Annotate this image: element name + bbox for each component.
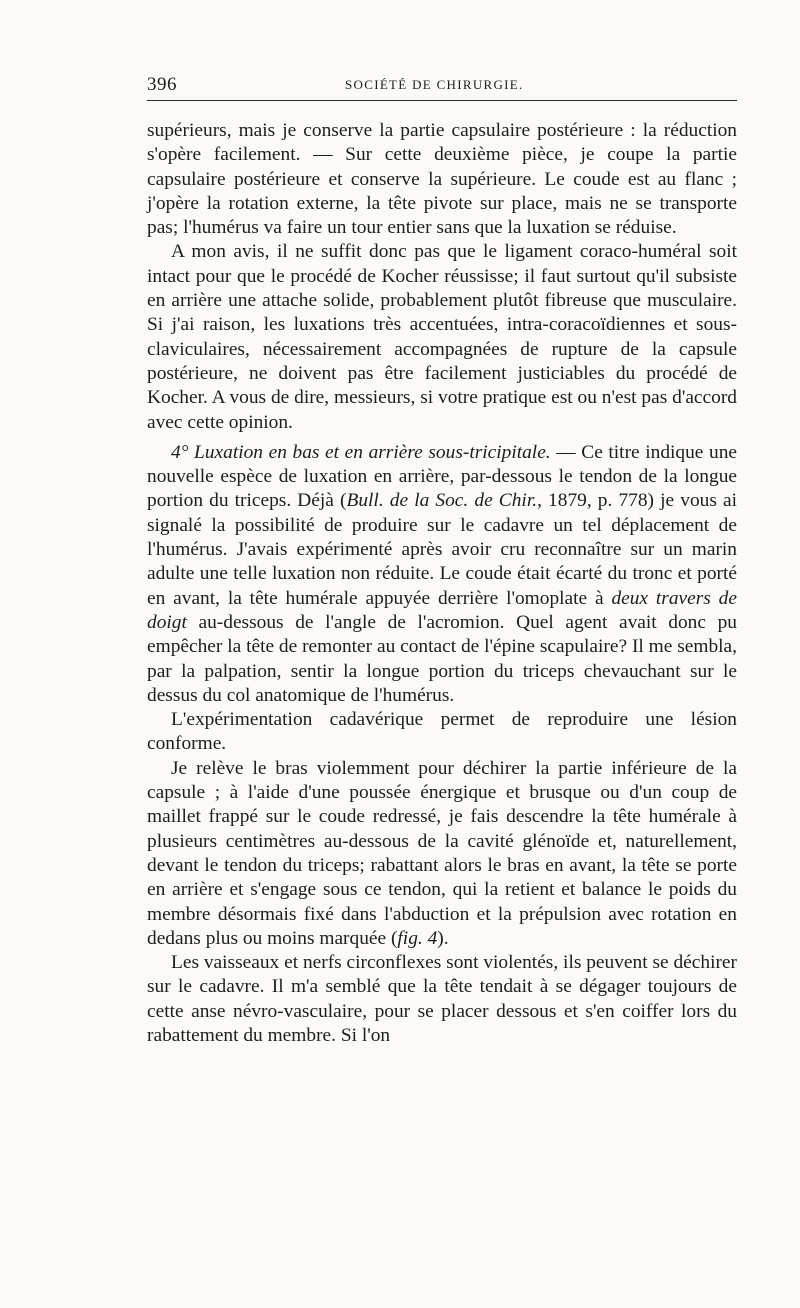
paragraph-5-text-a: Je relève le bras violemment pour déchirer la partie inférieure de la capsule ; à l'aide d'une poussée énergique et brusque ou d'un coup de maillet frappé sur le coude redressé, je fais descendre la tête humérale à plusieurs centimètres au-dessous de la cavité glénoïde et, naturellement, devant le tendon du triceps; rabattant alors le bras en avant, la tête se porte en arrière et s'engage sous ce tendon, qui la retient et balance le poids du membre désormais fixé dans l'abduction et la prépulsion avec rotation en dedans plus ou moins marquée (: [147, 757, 737, 949]
paragraph-3-text-c: au-dessous de l'angle de l'acromion. Quel agent avait donc pu empêcher la tête de remonter au contact de l'épine scapulaire? Il me sembla, par la palpation, sentir la longue portion du triceps chevauchant sur le dessus du col anatomique de l'humérus.: [147, 611, 737, 706]
paragraph-5: [147, 757, 737, 951]
page-header: [147, 74, 737, 101]
citation: Bull. de la Soc. de Chir.: [346, 490, 538, 512]
paragraph-3-text-b: , 1879, p. 778) je vous ai signalé la possibilité de produire sur le cadavre un tel déplacement de l'humérus. J'avais expérimenté après avoir cru reconnaître sur un marin adulte une telle luxation non réduite. Le coude était écarté du tronc et porté en avant, la tête humérale appuyée derrière l'omoplate à: [147, 490, 737, 609]
paragraph-1: supérieurs, mais je conserve la partie capsulaire postérieure : la réduction s'opère facilement. — Sur cette deuxième pièce, je coupe la partie capsulaire postérieure et conserve la supérieure. Le coude est au flanc ; j'opère la rotation externe, la tête pivote sur place, mais ne se transporte pas; l'humérus va faire un tour entier sans que la luxation se réduise.: [147, 120, 737, 239]
paragraph-3-text-a: — Ce titre indique une nouvelle espèce de luxation en arrière, par-dessous le tendon de la longue portion du triceps. Déjà (: [147, 441, 737, 512]
book-page: [147, 74, 737, 1048]
paragraph-2: A mon avis, il ne suffit donc pas que le ligament coraco-huméral soit intact pour que le procédé de Kocher réussisse; il faut surtout qu'il subsiste en arrière une attache solide, probablement plutôt fibreuse que musculaire. Si j'ai raison, les luxations très accentuées, intra-coracoïdiennes et sous-claviculaires, nécessairement accompagnées de rupture de la capsule postérieure, ne doivent pas être facilement justiciables du procédé de Kocher. A vous de dire, messieurs, si votre pratique est ou n'est pas d'accord avec cette opinion.: [147, 241, 737, 433]
page-number: 396: [147, 74, 177, 95]
paragraph-6: Les vaisseaux et nerfs circonflexes sont violentés, ils peuvent se déchirer sur le cadavre. Il m'a semblé que la tête tendait à se dégager toujours de cette anse névro-vasculaire, pour se placer dessous et s'en coiffer lors du rabattement du membre. Si l'on: [147, 952, 737, 1046]
running-head: SOCIÉTÉ DE CHIRURGIE.: [345, 77, 524, 92]
emphasis: deux travers de doigt: [147, 587, 737, 633]
paragraph-5-text-b: ).: [437, 927, 449, 949]
figure-reference: fig. 4: [397, 927, 438, 949]
paragraph-3: [147, 441, 737, 708]
body-text: [147, 119, 737, 1048]
paragraph-4: L'expérimentation cadavérique permet de reproduire une lésion conforme.: [147, 709, 737, 755]
section-heading: 4° Luxation en bas et en arrière sous-tricipitale.: [171, 441, 551, 463]
